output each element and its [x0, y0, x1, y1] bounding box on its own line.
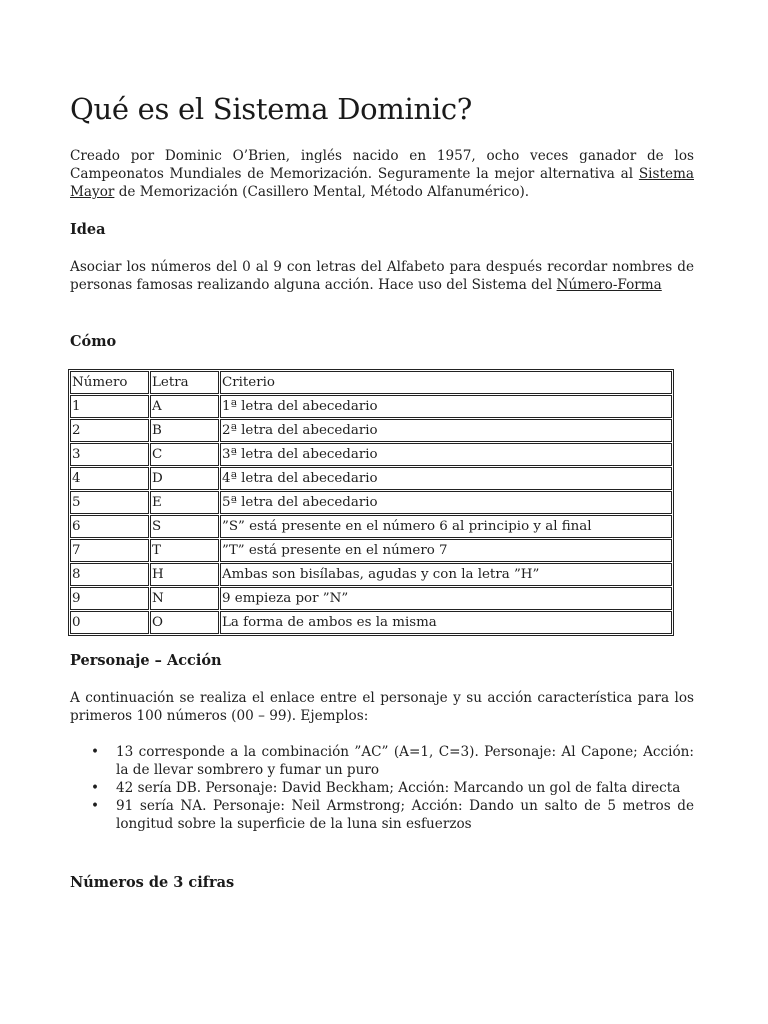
cell-criterio: La forma de ambos es la misma: [220, 611, 672, 634]
list-item: [70, 743, 694, 779]
idea-text: Asociar los números del 0 al 9 con letras del Alfabeto para después recordar nombres de personas famosas realizando alguna acción. Hace uso del Sistema del: [70, 259, 694, 293]
list-item: [70, 797, 694, 833]
table-row: [70, 443, 672, 466]
bullet-icon: •: [91, 798, 100, 814]
table-row: [70, 539, 672, 562]
como-heading: Cómo: [70, 333, 117, 350]
table-row: [70, 491, 672, 514]
page-title: Qué es el Sistema Dominic?: [70, 92, 473, 126]
table-row: [70, 395, 672, 418]
cell-numero: 9: [70, 587, 149, 610]
cell-letra: D: [150, 467, 219, 490]
cell-numero: 3: [70, 443, 149, 466]
table-header-row: [70, 371, 672, 394]
table-row: [70, 515, 672, 538]
bullet-icon: •: [91, 780, 100, 796]
table-row: [70, 467, 672, 490]
cell-criterio: ”T” está presente en el número 7: [220, 539, 672, 562]
cell-criterio: 9 empieza por ”N”: [220, 587, 672, 610]
bullet-icon: •: [91, 744, 100, 760]
cell-criterio: Ambas son bisílabas, agudas y con la letra ”H”: [220, 563, 672, 586]
numero-forma-link[interactable]: Número-Forma: [556, 277, 662, 293]
personaje-accion-heading: Personaje – Acción: [70, 652, 222, 669]
table-row: [70, 611, 672, 634]
cell-criterio: 2ª letra del abecedario: [220, 419, 672, 442]
list-item-text: 42 sería DB. Personaje: David Beckham; Acción: Marcando un gol de falta directa: [116, 780, 681, 796]
header-numero: Número: [70, 371, 149, 394]
cell-criterio: 1ª letra del abecedario: [220, 395, 672, 418]
cell-numero: 2: [70, 419, 149, 442]
intro-text-end: de Memorización (Casillero Mental, Método Alfanumérico).: [114, 184, 530, 200]
cell-letra: H: [150, 563, 219, 586]
idea-heading: Idea: [70, 221, 106, 238]
cell-criterio: 5ª letra del abecedario: [220, 491, 672, 514]
cell-criterio: ”S” está presente en el número 6 al principio y al final: [220, 515, 672, 538]
cell-numero: 5: [70, 491, 149, 514]
cell-letra: C: [150, 443, 219, 466]
idea-paragraph: [70, 258, 694, 294]
cell-numero: 1: [70, 395, 149, 418]
list-item-text: 13 corresponde a la combinación ”AC” (A=1, C=3). Personaje: Al Capone; Acción: la de llevar sombrero y fumar un puro: [116, 744, 694, 778]
cell-criterio: 3ª letra del abecedario: [220, 443, 672, 466]
cell-numero: 8: [70, 563, 149, 586]
header-criterio: Criterio: [220, 371, 672, 394]
cell-numero: 6: [70, 515, 149, 538]
table-row: [70, 419, 672, 442]
letter-criteria-table: [68, 369, 674, 636]
list-item: [70, 779, 694, 797]
cell-letra: B: [150, 419, 219, 442]
examples-list: [70, 743, 694, 833]
numeros-3-cifras-heading: Números de 3 cifras: [70, 874, 235, 891]
list-item-text: 91 sería NA. Personaje: Neil Armstrong; Acción: Dando un salto de 5 metros de longitud sobre la superficie de la luna sin esfuerzos: [116, 798, 694, 832]
cell-numero: 0: [70, 611, 149, 634]
sistema-mayor-link[interactable]: Sistema Mayor: [70, 166, 694, 200]
cell-letra: T: [150, 539, 219, 562]
cell-criterio: 4ª letra del abecedario: [220, 467, 672, 490]
cell-letra: E: [150, 491, 219, 514]
cell-letra: S: [150, 515, 219, 538]
cell-numero: 7: [70, 539, 149, 562]
cell-letra: O: [150, 611, 219, 634]
intro-text: Creado por Dominic O’Brien, inglés nacido en 1957, ocho veces ganador de los Campeonatos Mundiales de Memorización. Seguramente la mejor alternativa al: [70, 148, 694, 182]
cell-numero: 4: [70, 467, 149, 490]
header-letra: Letra: [150, 371, 219, 394]
cell-letra: A: [150, 395, 219, 418]
table-row: [70, 587, 672, 610]
intro-paragraph: [70, 147, 694, 201]
personaje-paragraph: A continuación se realiza el enlace entre el personaje y su acción característica para los primeros 100 números (00 – 99). Ejemplos:: [70, 690, 694, 724]
table-row: [70, 563, 672, 586]
cell-letra: N: [150, 587, 219, 610]
